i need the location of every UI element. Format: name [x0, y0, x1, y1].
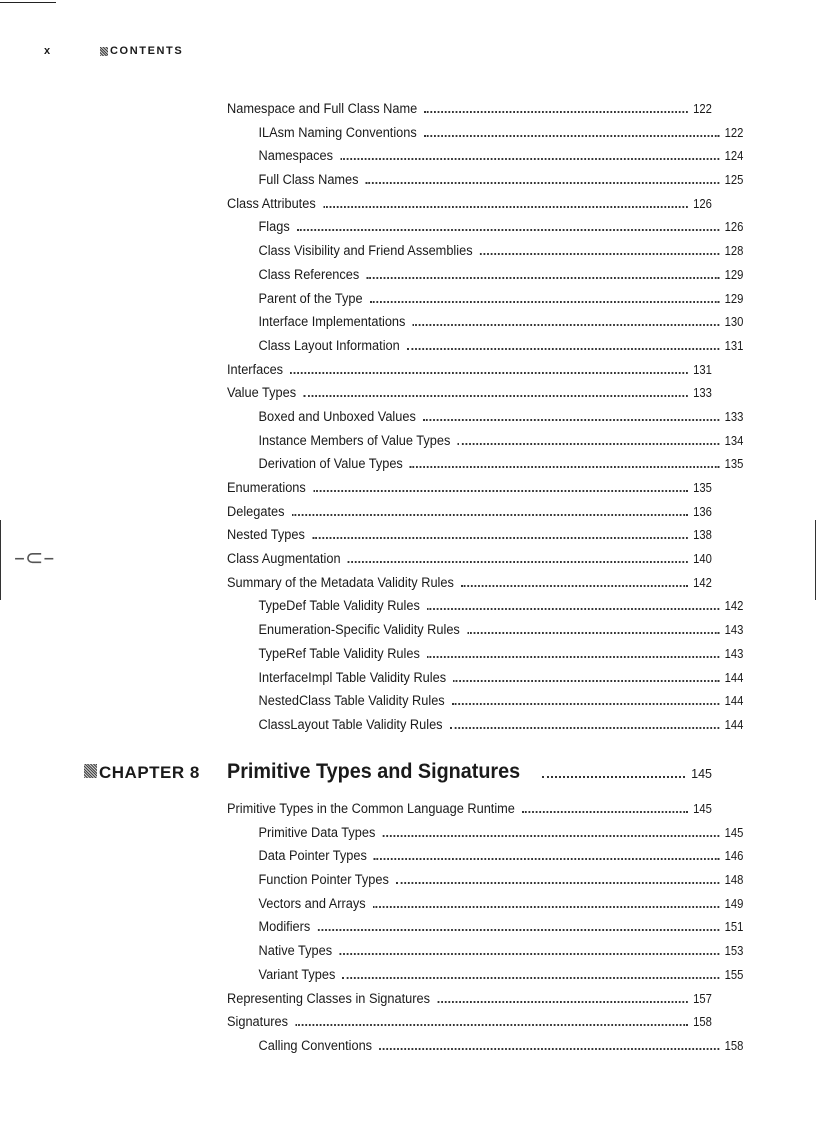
- dot-leader: [348, 561, 688, 563]
- dot-leader: [427, 608, 719, 610]
- toc-entry[interactable]: [227, 619, 743, 643]
- toc-page-number: 122: [724, 125, 744, 140]
- toc-page-number: 122: [693, 102, 712, 116]
- dot-leader: [453, 680, 719, 682]
- toc-entry-title: Signatures: [227, 1014, 289, 1031]
- dot-leader: [522, 811, 688, 813]
- toc-page-number: 149: [724, 896, 744, 911]
- dot-leader: [467, 632, 719, 634]
- toc-page-number: 131: [724, 338, 744, 353]
- toc-page-number: 148: [724, 873, 744, 888]
- toc-entry-title: Full Class Names: [258, 172, 359, 189]
- toc-page-number: 142: [724, 599, 744, 614]
- toc-entry-title: Class Augmentation: [227, 551, 341, 568]
- toc-page-number: 144: [724, 694, 744, 709]
- toc-entry[interactable]: [227, 193, 712, 217]
- dot-leader: [424, 135, 719, 137]
- toc-entry-title: Namespaces: [258, 148, 334, 165]
- dot-leader: [339, 953, 719, 955]
- toc-entry[interactable]: [227, 869, 743, 893]
- dot-leader: [383, 835, 720, 837]
- toc-entry[interactable]: [227, 822, 743, 846]
- dot-leader: [452, 703, 719, 705]
- toc-page-number: 153: [724, 944, 744, 959]
- dot-leader: [340, 158, 719, 160]
- toc-page-number: 142: [693, 575, 712, 590]
- toc-entry-title: Parent of the Type: [258, 290, 363, 307]
- toc-page-number: 144: [724, 717, 744, 732]
- toc-section-chapter-8: [227, 798, 744, 1059]
- toc-entry-title: Interfaces: [227, 361, 284, 378]
- toc-entry-title: Nested Types: [227, 527, 305, 544]
- toc-page-number: 133: [693, 386, 712, 401]
- toc-entry[interactable]: [227, 216, 743, 240]
- toc-page-number: 128: [724, 244, 744, 259]
- toc-entry-title: Value Types: [227, 385, 297, 402]
- toc-entry[interactable]: [227, 667, 743, 691]
- toc-page-number: 155: [724, 967, 744, 982]
- toc-page-number: 157: [693, 991, 712, 1006]
- toc-entry[interactable]: [227, 1035, 743, 1059]
- toc-entry-title: ClassLayout Table Validity Rules: [258, 716, 443, 733]
- toc-page-number: 140: [693, 552, 712, 567]
- toc-entry[interactable]: [227, 430, 743, 454]
- toc-page-number: 134: [724, 433, 744, 448]
- toc-entry[interactable]: [227, 893, 743, 917]
- dot-leader: [313, 490, 688, 492]
- dot-leader: [312, 537, 688, 539]
- toc-entry-title: Class Attributes: [227, 195, 316, 212]
- dot-leader: [343, 977, 720, 979]
- dot-leader: [450, 727, 720, 729]
- toc-entry[interactable]: [227, 145, 743, 169]
- toc-entry-title: Namespace and Full Class Name: [227, 101, 418, 117]
- toc-entry[interactable]: [227, 572, 712, 596]
- toc-entry[interactable]: [227, 477, 712, 501]
- toc-entry[interactable]: [227, 122, 743, 146]
- dot-leader: [292, 514, 688, 516]
- dot-leader: [410, 466, 719, 468]
- toc-entry-title: Instance Members of Value Types: [258, 432, 451, 449]
- chapter-label: [84, 763, 227, 783]
- toc-page-number: 145: [724, 825, 744, 840]
- toc-entry[interactable]: [227, 240, 743, 264]
- toc-entry[interactable]: [227, 524, 712, 548]
- dot-leader: [427, 656, 719, 658]
- toc-entry-title: Delegates: [227, 503, 285, 520]
- toc-entry[interactable]: [227, 382, 712, 406]
- toc-page-number: 145: [693, 802, 712, 816]
- toc-entry[interactable]: [227, 501, 712, 525]
- toc-entry[interactable]: [227, 311, 743, 335]
- dot-leader: [366, 277, 719, 279]
- chapter-title: Primitive Types and Signatures: [227, 759, 521, 783]
- toc-entry-title: Function Pointer Types: [258, 872, 389, 889]
- toc-entry[interactable]: [227, 643, 743, 667]
- dot-leader: [407, 348, 719, 350]
- toc-page-number: 133: [724, 409, 744, 424]
- toc-entry-title: Enumeration-Specific Validity Rules: [258, 622, 460, 639]
- hatch-square-icon: [84, 764, 97, 778]
- dot-leader: [374, 858, 719, 860]
- toc-entry-title: Primitive Data Types: [258, 824, 376, 841]
- top-rule: [0, 2, 56, 3]
- running-head: [44, 44, 183, 58]
- toc-entry-title: Modifiers: [258, 919, 311, 936]
- toc-entry-title: Data Pointer Types: [258, 848, 367, 865]
- toc-entry-title: Variant Types: [258, 966, 336, 983]
- dot-leader: [318, 929, 720, 931]
- toc-page-number: 136: [693, 504, 712, 519]
- toc-page-number: 151: [724, 920, 744, 935]
- toc-page-number: 126: [693, 196, 712, 211]
- toc-entry[interactable]: [227, 845, 743, 869]
- toc-page-number: 129: [724, 291, 744, 306]
- dot-leader: [480, 253, 719, 255]
- toc-page-number: 130: [724, 315, 744, 330]
- toc-entry-title: Class References: [258, 266, 360, 283]
- dot-leader: [437, 1001, 688, 1003]
- toc-entry-title: Class Visibility and Friend Assemblies: [258, 243, 473, 260]
- toc-page-number: 146: [724, 849, 744, 864]
- toc-page-number: 158: [693, 1015, 712, 1030]
- toc-entry-title: TypeRef Table Validity Rules: [258, 645, 420, 662]
- dot-leader: [413, 324, 720, 326]
- toc-entry[interactable]: [227, 964, 743, 988]
- toc-entry-title: Summary of the Metadata Validity Rules: [227, 574, 454, 591]
- toc-page-number: 158: [724, 1038, 744, 1053]
- dot-leader: [461, 585, 688, 587]
- toc-entry-title: NestedClass Table Validity Rules: [258, 693, 445, 710]
- dot-leader: [423, 419, 719, 421]
- toc-entry[interactable]: [227, 406, 743, 430]
- registration-mark-icon: –⊂–: [14, 546, 55, 571]
- toc-entry-title: TypeDef Table Validity Rules: [258, 598, 420, 615]
- toc-entry-title: ILAsm Naming Conventions: [258, 124, 417, 141]
- toc-page-number: 143: [724, 646, 744, 661]
- toc-entry-title: Class Layout Information: [258, 337, 400, 354]
- dot-leader: [458, 443, 720, 445]
- toc-page-number: 135: [693, 481, 712, 495]
- dot-leader: [323, 206, 688, 208]
- toc-entry-title: Representing Classes in Signatures: [227, 990, 430, 1007]
- toc-entry[interactable]: [227, 359, 712, 383]
- dot-leader: [396, 882, 719, 884]
- toc-entry[interactable]: [227, 714, 743, 738]
- dot-leader: [295, 1024, 688, 1026]
- toc-entry-title: Enumerations: [227, 480, 306, 496]
- toc-entry[interactable]: [227, 1011, 712, 1035]
- chapter-heading[interactable]: [84, 759, 712, 789]
- toc-entry-title: Derivation of Value Types: [258, 456, 403, 473]
- toc-entry[interactable]: [227, 169, 743, 193]
- toc-entry-title: Vectors and Arrays: [258, 895, 366, 912]
- left-margin-mark: [0, 520, 1, 600]
- dot-leader: [366, 182, 720, 184]
- toc-page-number: 143: [724, 623, 744, 638]
- toc-entry-title: Boxed and Unboxed Values: [258, 408, 416, 425]
- toc-entry[interactable]: [227, 98, 712, 122]
- toc-entry[interactable]: [227, 595, 743, 619]
- toc-page-number: 138: [693, 528, 712, 543]
- running-head-title: CONTENTS: [110, 45, 184, 57]
- toc-page-number: 126: [724, 220, 744, 235]
- dot-leader: [373, 906, 719, 908]
- toc-page-number: 135: [724, 457, 744, 472]
- toc-section-chapter-7: [227, 98, 744, 738]
- toc-entry[interactable]: [227, 335, 743, 359]
- toc-entry-title: Calling Conventions: [258, 1037, 373, 1054]
- toc-page-number: 124: [724, 149, 744, 164]
- toc-page-number: 131: [693, 362, 712, 377]
- toc-page-number: 144: [724, 670, 744, 685]
- hatch-square-icon: [100, 47, 108, 56]
- toc-entry-title: Primitive Types in the Common Language Runtime: [227, 801, 515, 817]
- toc-entry-title: InterfaceImpl Table Validity Rules: [258, 669, 447, 686]
- dot-leader: [370, 301, 719, 303]
- toc-entry[interactable]: [227, 288, 743, 312]
- toc-entry[interactable]: [227, 264, 743, 288]
- toc-page-number: 129: [724, 267, 744, 282]
- chapter-label-text: CHAPTER 8: [99, 763, 200, 782]
- toc-entry[interactable]: [227, 940, 743, 964]
- chapter-page-number: 145: [691, 767, 712, 781]
- toc-entry-title: Interface Implementations: [258, 314, 406, 331]
- dot-leader: [424, 111, 687, 113]
- dot-leader: [379, 1048, 719, 1050]
- dot-leader: [303, 395, 687, 397]
- toc-page-number: 125: [724, 173, 744, 188]
- toc-entry[interactable]: [227, 690, 743, 714]
- toc-entry-title: Native Types: [258, 943, 333, 960]
- page-folio: x: [44, 45, 51, 57]
- dot-leader: [297, 229, 719, 231]
- toc-entry[interactable]: [227, 548, 712, 572]
- dot-leader: [542, 776, 686, 778]
- dot-leader: [290, 372, 687, 374]
- toc-entry[interactable]: [227, 798, 712, 822]
- toc-entry[interactable]: [227, 988, 712, 1012]
- toc-entry[interactable]: [227, 453, 743, 477]
- toc-entry-title: Flags: [258, 219, 290, 236]
- toc-entry[interactable]: [227, 916, 743, 940]
